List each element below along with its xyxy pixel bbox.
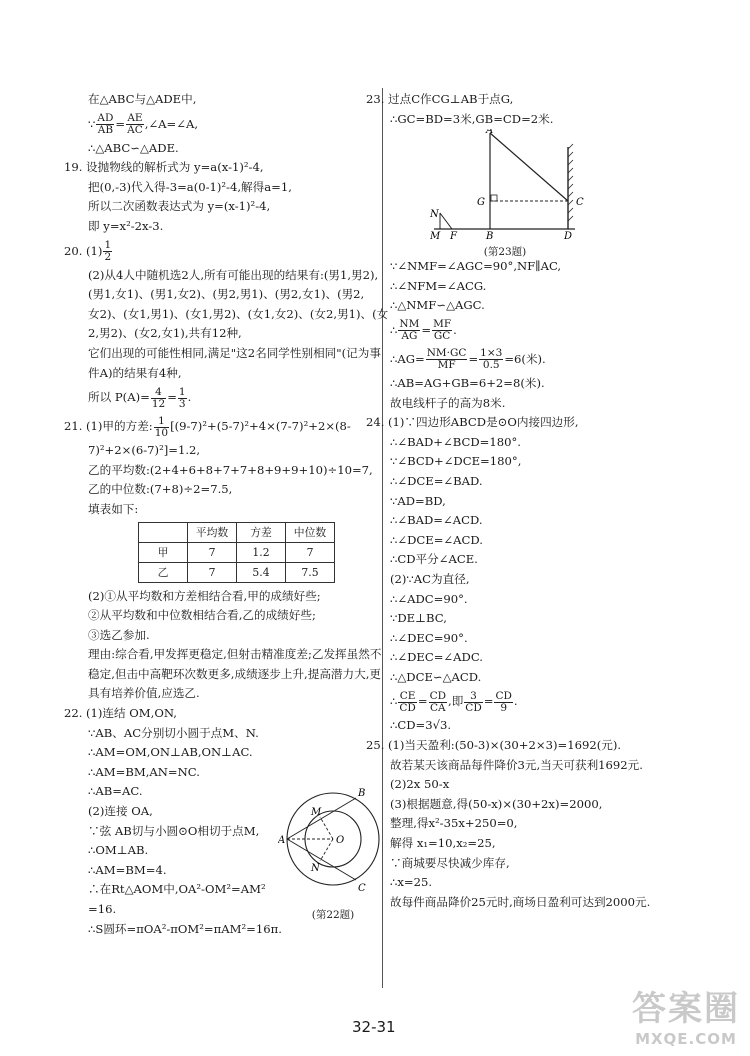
p23-line: 故电线杆子的高为8米. [390, 395, 506, 410]
p20-line: 件A)的结果有4种, [88, 365, 182, 380]
p22-line: ∴AM=BM=4. [88, 862, 167, 877]
p25-line: ∵商城要尽快减少库存, [390, 855, 510, 870]
p24-line: ∵AD=BD, [390, 493, 446, 508]
p20-line: 它们出现的可能性相同,满足"这2名同学性别相同"(记为事 [88, 345, 381, 360]
p23-line-1: 23. 过点C作CG⊥AB于点G, [366, 92, 514, 106]
svg-text:D: D [564, 231, 573, 242]
svg-text:F: F [450, 231, 457, 242]
p21-line: 乙的中位数:(7+8)÷2=7.5, [88, 482, 233, 497]
p18-line-3: ∴△ABC∽△ADE. [88, 140, 179, 155]
svg-text:A: A [486, 129, 494, 137]
p22-line: ∵弦 AB切与小圆⊙O相切于点M, [88, 823, 260, 838]
p25-line-1: 25. (1)当天盈利:(50-3)×(30+2×3)=1692(元). [366, 738, 622, 753]
figure-23 [430, 129, 690, 257]
p20-line: 2,男2)、(女2,女1),共有12种, [88, 326, 242, 341]
p22-line: ∴S圆环=πOA²-πOM²=πAM²=16π. [88, 921, 282, 936]
p24-line: ∴∠DCE=∠BAD. [390, 473, 483, 488]
p22-line-1: 22. (1)连结 OM,ON, [64, 706, 177, 721]
p20-q1: 20. (1) $\frac{1}{2}$ [64, 239, 112, 264]
p25-line: 故若某天该商品每件降价3元,当天可获利1692元. [390, 757, 643, 772]
p23-line: ∴△NMF∽△AGC. [390, 298, 485, 313]
p24-line: ∴∠DCE=∠ACD. [390, 532, 483, 547]
p25-line: ∴x=25. [390, 875, 433, 890]
p21-line: 乙的平均数:(2+4+6+8+7+7+8+9+9+10)÷10=7, [88, 462, 373, 477]
p21-line: (2)①从平均数和方差相结合看,甲的成绩好些; [88, 588, 321, 603]
p22-line: =16. [88, 902, 117, 916]
p22-line: (2)连接 OA, [88, 804, 153, 819]
page-number: 32-31 [352, 1018, 396, 1036]
p18-line-1: 在△ABC与△ADE中, [88, 92, 197, 106]
table-row: 甲 7 1.2 7 [139, 542, 335, 562]
p23-frac-line-1: ∴ $\frac{NM}{AG}$ = $\frac{MF}{GC}$ . [390, 318, 457, 343]
figure-22-caption: (第22题) [311, 909, 355, 922]
p25-line: (3)根据题意,得(50-x)×(30+2x)=2000, [390, 796, 603, 811]
p25-line: (2)2x 50-x [390, 777, 450, 792]
p23-frac-line-2: ∴AG= $\frac{NM\cdot GC}{MF}$ = $\frac{1\times 3}{0.5}$ =6(米). [390, 347, 546, 372]
p24-line: (2)∵AC为直径, [390, 571, 470, 586]
p21-line: 具有培养价值,应选乙. [88, 686, 200, 701]
p24-line: ∴CD平分∠ACE. [390, 552, 478, 567]
stats-table [138, 522, 335, 583]
p24-line: ∵∠BCD+∠DCE=180°, [390, 454, 522, 469]
p21-line: 7)²+2×(6-7)²]=1.2, [88, 443, 201, 458]
p24-line: ∴△DCE∽△ACD. [390, 669, 482, 684]
p22-line: ∴AM=OM,ON⊥AB,ON⊥AC. [88, 745, 253, 760]
frac-half: $\frac{1}{2}$ [104, 239, 112, 264]
p22-line: ∴在Rt△AOM中,OA²-OM²=AM² [88, 882, 266, 897]
p24-line: ∴∠ADC=90°. [390, 591, 468, 606]
p23-line: ∴∠NFM=∠ACG. [390, 278, 487, 293]
frac-ae-ac: $\frac{AE}{AC}$ [127, 112, 143, 137]
p21-line: ③选乙参加. [88, 627, 150, 642]
right-column [366, 90, 690, 912]
svg-text:C: C [358, 883, 366, 895]
svg-text:B: B [486, 231, 494, 242]
svg-text:M: M [430, 231, 441, 242]
svg-text:A: A [278, 835, 286, 847]
figure-22 [278, 784, 388, 922]
p20-probability: 所以 P(A)= $\frac{4}{12}$ = $\frac{1}{3}$ . [88, 385, 192, 410]
p23-line: ∴GC=BD=3米,GB=CD=2米. [390, 111, 554, 126]
left-column [64, 90, 389, 939]
p25-line: 故每件商品降价25元时,商场日盈利可达到2000元. [390, 894, 651, 909]
circle-figure [278, 784, 388, 904]
p24-frac-line: ∴ $\frac{CE}{CD}$ = $\frac{CD}{CA}$ ,即 $\frac{3}{CD}$ = $\frac{CD}{9}$ . [390, 689, 518, 714]
p24-line: ∵DE⊥BC, [390, 611, 447, 626]
svg-text:G: G [477, 197, 485, 209]
p21-line: 填表如下: [88, 501, 139, 516]
p19-line-3: 所以二次函数表达式为 y=(x-1)²-4, [88, 199, 271, 214]
p21-line: 稳定,但击中高靶环次数更多,成绩逐步上升,提高潜力大,更 [88, 666, 381, 681]
p22-line: ∵AB、AC分别切小圆于点M、N. [88, 725, 259, 740]
p19-line-4: 即 y=x²-2x-3. [88, 218, 164, 233]
p25-line: 整理,得x²-35x+250=0, [390, 816, 518, 831]
p24-line: ∴∠DEC=∠ADC. [390, 650, 483, 665]
p21-line: ②从平均数和中位数相结合看,乙的成绩好些; [88, 608, 316, 623]
watermark-url: MXQE.COM [635, 1030, 737, 1048]
p21-line-1: 21. (1)甲的方差: $\frac{1}{10}$ [(9-7)²+(5-7)²+4×(7-7)²+2×(8- [64, 414, 351, 439]
svg-text:B: B [358, 788, 366, 800]
svg-text:C: C [576, 197, 584, 209]
svg-text:N: N [311, 863, 320, 875]
pole-figure [430, 129, 630, 241]
p21-line: 理由:综合看,甲发挥更稳定,但射击精准度差;乙发挥虽然不 [88, 647, 382, 662]
p25-line: 解得 x₁=10,x₂=25, [390, 836, 496, 851]
p23-line: ∵∠NMF=∠AGC=90°,NF∥AC, [390, 259, 562, 274]
p22-line: ∴OM⊥AB. [88, 843, 149, 858]
p24-line: ∴∠BAD=∠ACD. [390, 513, 483, 528]
p19-line-2: 把(0,-3)代入得-3=a(0-1)²-4,解得a=1, [88, 179, 292, 194]
p18-frac-line: ∵ $\frac{AD}{AB}$ = $\frac{AE}{AC}$ ,∠A=∠A, [88, 112, 199, 137]
table-row: 乙 7 5.4 7.5 [139, 562, 335, 582]
p22-line: ∴AM=BM,AN=NC. [88, 764, 200, 779]
svg-text:M: M [311, 807, 322, 819]
frac-ad-ab: $\frac{AD}{AB}$ [97, 112, 114, 137]
figure-23-caption: (第23题) [483, 246, 527, 259]
watermark-title: 答案圈 [632, 989, 740, 1029]
svg-text:N: N [430, 209, 439, 221]
p20-line: (男1,女1)、(男1,女2)、(男2,男1)、(男2,女1)、(男2, [88, 287, 365, 302]
p24-last: ∴CD=3√3. [390, 718, 452, 733]
p24-line-1: 24. (1)∵四边形ABCD是⊙O内接四边形, [366, 415, 579, 430]
p19-line-1: 19. 设抛物线的解析式为 y=a(x-1)²-4, [64, 160, 264, 175]
p24-line: ∴∠BAD+∠BCD=180°. [390, 434, 521, 449]
svg-text:O: O [336, 835, 345, 847]
table-header-row: 平均数 方差 中位数 [139, 522, 335, 542]
p22-line: ∴AB=AC. [88, 784, 143, 799]
p23-line: ∴AB=AG+GB=6+2=8(米). [390, 375, 545, 390]
watermark [632, 981, 740, 1048]
p20-line: 女2)、(女1,男1)、(女1,男2)、(女1,女2)、(女2,男1)、(女 [88, 306, 389, 321]
p20-line: (2)从4人中随机选2人,所有可能出现的结果有:(男1,男2), [88, 267, 379, 282]
p24-line: ∴∠DEC=90°. [390, 630, 468, 645]
